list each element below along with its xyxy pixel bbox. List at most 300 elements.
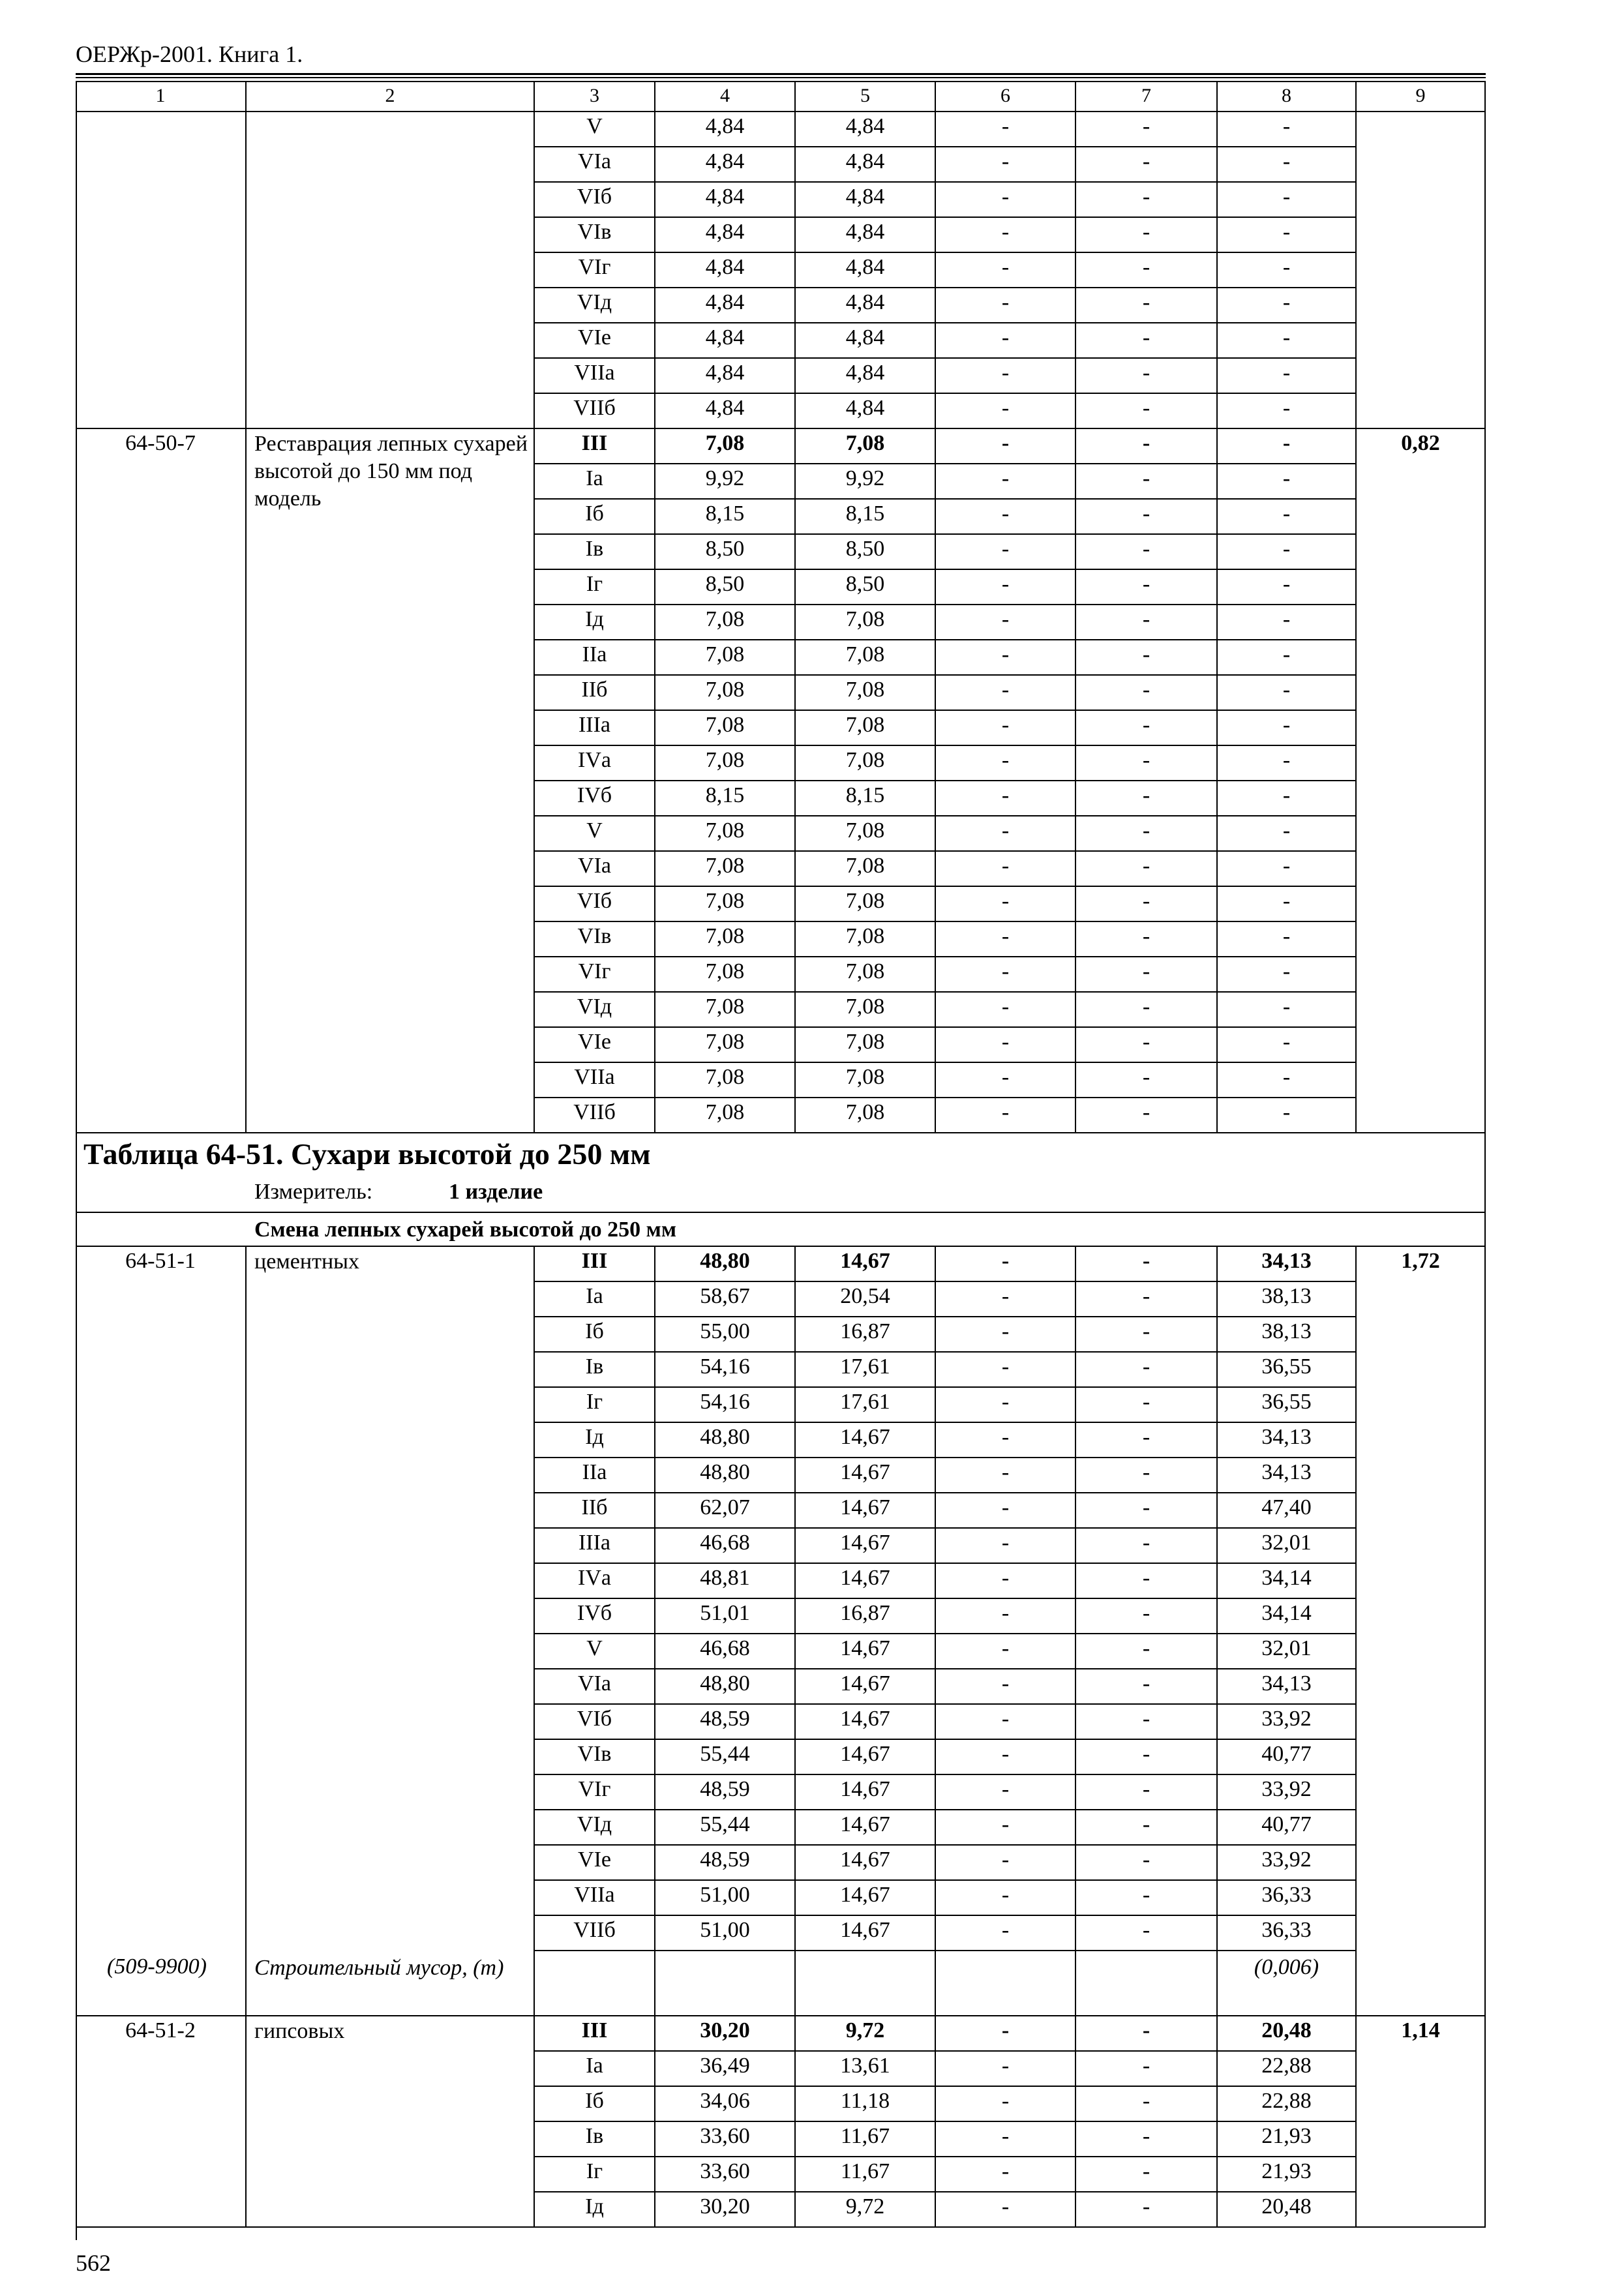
value-cell: 40,77 [1218,1810,1357,1846]
value-cell: - [1218,394,1357,429]
value-cell: 13,61 [796,2052,936,2087]
value-cell: 14,67 [796,1493,936,1529]
value-cell: 7,08 [796,605,936,640]
value-cell: - [936,816,1076,852]
value-cell: 7,08 [655,429,796,464]
value-cell: - [1076,1458,1218,1493]
value-cell: 36,49 [655,2052,796,2087]
value-cell: 7,08 [655,676,796,711]
value-cell: 7,08 [796,429,936,464]
value-cell: 51,00 [655,1916,796,1951]
value-cell: 33,92 [1218,1705,1357,1740]
value-cell: 7,08 [655,922,796,957]
value-cell: - [936,464,1076,500]
value-cell: - [1218,816,1357,852]
material-code: (509-9900) [107,1954,207,1979]
value-cell: - [936,887,1076,922]
value-cell: - [936,2087,1076,2122]
value-cell: - [1076,1634,1218,1669]
value-cell: - [936,1705,1076,1740]
value-cell: 20,48 [1218,2016,1357,2052]
zone-cell: III [535,429,655,464]
value-cell: 51,00 [655,1881,796,1916]
value-cell: 34,13 [1218,1458,1357,1493]
value-cell: 7,08 [796,887,936,922]
item-name: цементных [247,1247,535,2016]
zone-cell: IIб [535,676,655,711]
value-cell: - [936,1634,1076,1669]
zone-cell: Iг [535,1388,655,1423]
value-cell: 7,08 [655,816,796,852]
zone-cell: Iб [535,500,655,535]
value-cell: 20,54 [796,1282,936,1317]
zone-cell: IIа [535,640,655,676]
value-cell: - [936,2157,1076,2192]
value-cell: 7,08 [655,887,796,922]
value-cell: - [1076,429,1218,464]
value-cell: - [936,852,1076,887]
value-cell: - [936,993,1076,1028]
value-cell: 4,84 [655,288,796,323]
value-cell: - [1076,2087,1218,2122]
value-cell: 21,93 [1218,2122,1357,2157]
zone-cell: VIд [535,993,655,1028]
zone-cell: VIб [535,183,655,218]
value-cell: 4,84 [796,253,936,288]
value-cell: 48,59 [655,1705,796,1740]
value-cell: 34,13 [1218,1669,1357,1705]
value-cell: 7,08 [655,852,796,887]
value-cell: 55,00 [655,1317,796,1353]
value-cell: 7,08 [655,1063,796,1098]
value-cell: - [1076,535,1218,570]
zone-cell: VIд [535,288,655,323]
value-cell: - [1076,1599,1218,1634]
value-cell: - [1076,957,1218,993]
value-cell: - [1218,112,1357,147]
value-cell: - [1218,253,1357,288]
value-cell [1076,1951,1218,2016]
zone-cell: VIа [535,147,655,183]
zone-cell: VIIб [535,1098,655,1133]
value-cell: 4,84 [655,147,796,183]
zone-cell: V [535,816,655,852]
value-cell: 33,60 [655,2157,796,2192]
value-cell: - [1218,1098,1357,1133]
column-header: 6 [936,81,1076,112]
value-cell: 7,08 [796,640,936,676]
zone-cell: VIIа [535,1063,655,1098]
zone-cell: VIе [535,323,655,359]
value-cell: - [1218,570,1357,605]
value-cell: 54,16 [655,1388,796,1423]
value-cell: 36,55 [1218,1388,1357,1423]
value-cell: 7,08 [796,711,936,746]
value-cell: 48,80 [655,1423,796,1458]
value-cell: 33,60 [655,2122,796,2157]
value-cell: 4,84 [796,394,936,429]
value-cell: - [1218,852,1357,887]
value-cell: 7,08 [655,746,796,781]
value-cell: - [936,746,1076,781]
item-name: гипсовых [247,2016,535,2228]
value-cell: 7,08 [655,640,796,676]
value-cell: 8,15 [655,781,796,816]
value-cell: - [1076,1740,1218,1775]
value-cell: - [1076,183,1218,218]
zone-cell: VIг [535,1775,655,1810]
value-cell: 55,44 [655,1810,796,1846]
value-cell: - [1218,781,1357,816]
value-cell: 47,40 [1218,1493,1357,1529]
value-cell: - [936,535,1076,570]
value-cell: 48,80 [655,1247,796,1282]
value-cell: - [1076,1098,1218,1133]
value-cell: 32,01 [1218,1634,1357,1669]
item-code: 64-51-2 [76,2016,247,2228]
value-cell: - [936,1775,1076,1810]
value-cell: - [1218,922,1357,957]
value-cell: - [1218,464,1357,500]
value-cell: 7,08 [796,676,936,711]
zone-cell: IIIа [535,711,655,746]
value-cell: 33,92 [1218,1775,1357,1810]
value-cell: 4,84 [796,359,936,394]
zone-cell: V [535,1634,655,1669]
value-cell: - [936,394,1076,429]
value-cell: - [1076,570,1218,605]
value-cell: - [1076,288,1218,323]
value-cell: 11,18 [796,2087,936,2122]
zone-cell: IIб [535,1493,655,1529]
value-cell: - [1076,1317,1218,1353]
value-cell: 14,67 [796,1529,936,1564]
zone-cell: Iв [535,535,655,570]
value-cell: 20,48 [1218,2192,1357,2228]
value-cell: 4,84 [796,183,936,218]
column-header: 7 [1076,81,1218,112]
value-cell: - [936,1317,1076,1353]
value-cell: 14,67 [796,1669,936,1705]
value-cell [796,1951,936,2016]
zone-cell: VIIб [535,1916,655,1951]
value-cell: 46,68 [655,1529,796,1564]
value-cell: - [936,640,1076,676]
page-header-title: ОЕРЖр-2001. Книга 1. [76,41,303,67]
item-col9: 0,82 [1357,429,1486,1133]
value-cell: 55,44 [655,1740,796,1775]
zone-cell: III [535,2016,655,2052]
zone-cell: VIв [535,1740,655,1775]
value-cell: 32,01 [1218,1529,1357,1564]
value-cell: 9,72 [796,2192,936,2228]
value-cell: - [936,1028,1076,1063]
value-cell: 7,08 [655,957,796,993]
value-cell: 14,67 [796,1705,936,1740]
value-cell: - [1076,1028,1218,1063]
value-cell: 48,81 [655,1564,796,1599]
value-cell: - [1218,605,1357,640]
value-cell: - [1076,253,1218,288]
value-cell: - [1076,394,1218,429]
column-header: 3 [535,81,655,112]
value-cell: - [1218,288,1357,323]
value-cell: - [936,1458,1076,1493]
value-cell: 17,61 [796,1388,936,1423]
value-cell: - [936,323,1076,359]
value-cell: - [1076,464,1218,500]
value-cell: 4,84 [796,147,936,183]
value-cell: - [936,218,1076,253]
value-cell: - [1076,1916,1218,1951]
value-cell: 7,08 [796,993,936,1028]
value-cell: - [1076,711,1218,746]
zone-cell: Iд [535,2192,655,2228]
value-cell: 4,84 [655,253,796,288]
zone-cell: Iб [535,2087,655,2122]
zone-cell: Iа [535,464,655,500]
value-cell: - [1076,993,1218,1028]
value-cell: 4,84 [655,218,796,253]
value-cell: 14,67 [796,1881,936,1916]
value-cell: 7,08 [796,746,936,781]
value-cell: 22,88 [1218,2087,1357,2122]
value-cell: - [1218,1063,1357,1098]
value-cell: 21,93 [1218,2157,1357,2192]
column-header: 8 [1218,81,1357,112]
item-col9: 1,14 [1357,2016,1486,2228]
material-value: (0,006) [1218,1951,1357,2016]
value-cell: 36,33 [1218,1881,1357,1916]
value-cell: 4,84 [796,112,936,147]
value-cell [936,1951,1076,2016]
zone-cell: Iг [535,570,655,605]
code-cell [76,112,247,429]
value-cell: - [1218,887,1357,922]
zone-cell: III [535,1247,655,1282]
value-cell: 8,15 [655,500,796,535]
value-cell: 51,01 [655,1599,796,1634]
value-cell: 7,08 [796,816,936,852]
zone-cell: Iб [535,1317,655,1353]
value-cell: 14,67 [796,1775,936,1810]
value-cell: - [1218,359,1357,394]
item-code: 64-50-7 [76,429,247,1133]
zone-cell: VIа [535,852,655,887]
value-cell: 9,72 [796,2016,936,2052]
value-cell: 34,13 [1218,1423,1357,1458]
value-cell: - [1076,218,1218,253]
value-cell: - [1076,922,1218,957]
zone-cell: IVб [535,781,655,816]
value-cell: - [1218,640,1357,676]
zone-cell: VIг [535,253,655,288]
zone-cell: VIе [535,1028,655,1063]
value-cell: - [936,429,1076,464]
page-number: 562 [76,2250,111,2276]
value-cell: - [1076,359,1218,394]
value-cell: - [936,253,1076,288]
value-cell: 8,15 [796,781,936,816]
value-cell: 11,67 [796,2122,936,2157]
column-header: 5 [796,81,936,112]
item-code: 64-51-1 [76,1247,247,2016]
value-cell: 7,08 [796,922,936,957]
value-cell: - [936,1846,1076,1881]
value-cell: - [1218,183,1357,218]
value-cell: - [1076,1881,1218,1916]
value-cell: 14,67 [796,1810,936,1846]
value-cell: - [1076,2192,1218,2228]
value-cell: - [936,1388,1076,1423]
value-cell: 4,84 [655,183,796,218]
value-cell: - [1076,887,1218,922]
value-cell: - [936,1810,1076,1846]
value-cell: 7,08 [655,1028,796,1063]
value-cell: - [936,570,1076,605]
zone-cell: IVа [535,746,655,781]
value-cell: - [1076,2052,1218,2087]
zone-cell: Iг [535,2157,655,2192]
material-name: Строительный мусор, (т) [254,1956,504,1980]
value-cell: 33,92 [1218,1846,1357,1881]
value-cell: - [1218,993,1357,1028]
value-cell: 16,87 [796,1599,936,1634]
value-cell: 7,08 [796,957,936,993]
value-cell: - [936,1564,1076,1599]
value-cell: - [936,2122,1076,2157]
value-cell: - [936,1881,1076,1916]
value-cell: 11,67 [796,2157,936,2192]
value-cell: - [1076,1810,1218,1846]
value-cell: - [936,2052,1076,2087]
column-header: 9 [1357,81,1486,112]
value-cell: - [1076,1282,1218,1317]
value-cell: - [1076,1493,1218,1529]
value-cell: - [936,2016,1076,2052]
item-col9: 1,72 [1357,1247,1486,2016]
value-cell: - [1076,1063,1218,1098]
value-cell: - [1076,852,1218,887]
zone-cell: IVб [535,1599,655,1634]
zone-cell: VIе [535,1846,655,1881]
value-cell: - [936,1740,1076,1775]
value-cell: 16,87 [796,1317,936,1353]
value-cell: 48,80 [655,1669,796,1705]
value-cell: - [1076,2016,1218,2052]
zone-cell [535,1951,655,2016]
value-cell: - [936,1282,1076,1317]
unit-label: Измеритель: [254,1180,373,1204]
value-cell: - [1076,746,1218,781]
zone-cell: VIб [535,1705,655,1740]
value-cell: 4,84 [655,323,796,359]
value-cell: 7,08 [655,711,796,746]
value-cell: 14,67 [796,1846,936,1881]
value-cell: 34,14 [1218,1599,1357,1634]
zone-cell: VIд [535,1810,655,1846]
value-cell: - [1076,112,1218,147]
zone-cell: Iв [535,1353,655,1388]
zone-cell: VIв [535,218,655,253]
name-cell [247,112,535,429]
value-cell: - [936,183,1076,218]
zone-cell: VIIа [535,359,655,394]
value-cell: 14,67 [796,1916,936,1951]
value-cell: - [936,1423,1076,1458]
value-cell: - [1218,323,1357,359]
value-cell: 9,92 [796,464,936,500]
value-cell: - [936,957,1076,993]
zone-cell: IIа [535,1458,655,1493]
value-cell: 34,06 [655,2087,796,2122]
value-cell: 36,55 [1218,1353,1357,1388]
value-cell: - [936,1493,1076,1529]
value-cell: 14,67 [796,1634,936,1669]
column-header: 1 [76,81,247,112]
value-cell: 46,68 [655,1634,796,1669]
value-cell: - [1076,2122,1218,2157]
zone-cell: IVа [535,1564,655,1599]
value-cell: - [1218,535,1357,570]
value-cell: 14,67 [796,1423,936,1458]
value-cell: - [936,359,1076,394]
value-cell: - [1076,1423,1218,1458]
value-cell: - [1218,218,1357,253]
value-cell: 8,50 [655,570,796,605]
value-cell: - [1076,323,1218,359]
value-cell: - [1076,1388,1218,1423]
value-cell: - [936,112,1076,147]
value-cell: 38,13 [1218,1317,1357,1353]
value-cell: 14,67 [796,1564,936,1599]
value-cell: 30,20 [655,2192,796,2228]
value-cell: - [1076,1529,1218,1564]
value-cell: 8,50 [655,535,796,570]
value-cell: - [1076,640,1218,676]
value-cell: 34,14 [1218,1564,1357,1599]
value-cell: 17,61 [796,1353,936,1388]
value-cell: - [1218,746,1357,781]
value-cell: 54,16 [655,1353,796,1388]
table-title: Таблица 64-51. Сухари высотой до 250 мм [83,1137,651,1171]
value-cell: - [936,711,1076,746]
value-cell: 14,67 [796,1458,936,1493]
value-cell: 4,84 [796,323,936,359]
value-cell: 36,33 [1218,1916,1357,1951]
value-cell: - [1218,500,1357,535]
value-cell: - [1076,1353,1218,1388]
item-name: Реставрация лепных сухарей высотой до 150 мм под модель [247,429,535,1133]
value-cell: - [1218,1028,1357,1063]
value-cell: 34,13 [1218,1247,1357,1282]
value-cell: 7,08 [796,1063,936,1098]
unit-value: 1 изделие [449,1180,543,1204]
zone-cell: IIIа [535,1529,655,1564]
value-cell: 4,84 [655,359,796,394]
value-cell: 7,08 [796,852,936,887]
zone-cell: VIIа [535,1881,655,1916]
value-cell: - [1218,429,1357,464]
value-cell: 7,08 [655,605,796,640]
value-cell: - [936,1247,1076,1282]
value-cell: - [936,922,1076,957]
value-cell: - [936,605,1076,640]
value-cell: 7,08 [655,1098,796,1133]
value-cell: - [1076,147,1218,183]
zone-cell: Iа [535,2052,655,2087]
value-cell: 7,08 [655,993,796,1028]
